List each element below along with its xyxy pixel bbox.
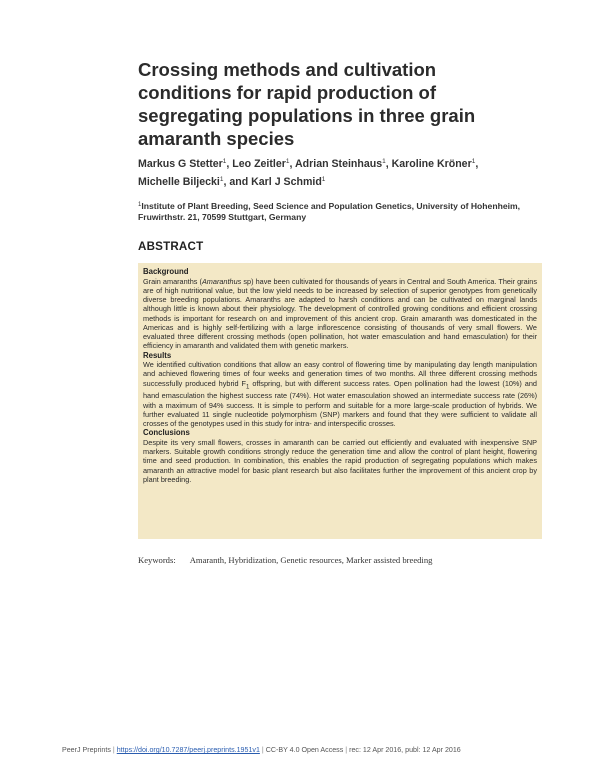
author: Michelle Biljecki bbox=[138, 176, 220, 188]
author-affiliation-mark: 1 bbox=[471, 158, 476, 165]
author-affiliation-mark: 1 bbox=[382, 158, 386, 165]
author-affiliation-mark: 1 bbox=[321, 176, 326, 183]
author: Adrian Steinhaus bbox=[295, 158, 383, 170]
author: Markus G Stetter bbox=[138, 158, 223, 170]
doi-link[interactable]: https://doi.org/10.7287/peerj.preprints.1951v1 bbox=[116, 746, 260, 754]
f1-subscript: 1 bbox=[245, 383, 250, 391]
abstract-heading: ABSTRACT bbox=[138, 240, 204, 253]
affiliation bbox=[138, 200, 538, 223]
author-affiliation-mark: 1 bbox=[222, 158, 227, 165]
page-footer: PeerJ Preprints | https://doi.org/10.7287/peerj.preprints.1951v1 | CC-BY 4.0 Open Access | rec: 12 Apr 2016, publ: 12 Apr 2016 bbox=[62, 746, 461, 754]
keywords-label: Keywords: bbox=[138, 555, 176, 565]
author-affiliation-mark: 1 bbox=[219, 176, 224, 183]
author-affiliation-mark: 1 bbox=[285, 158, 290, 165]
results-paragraph: We identified cultivation conditions that allow an easy control of flowering time by manipulating day length manipulation and achieved flowering times of four weeks and generation times of two months. All three different crossing methods successfully produced hybrid $F_1$ offspring, but with different success rates. Open pollination had the lowest (10%) and hand emasculation the highest success rate (74%). Hot water emasculation showed an intermediate success rate (26%) with a maximum of 94% success. It is simple to perform and suitable for a more large-scale production of hybrids. We further evaluated 11 single nucleotide polymorphism (SNP) markers and found that they were sufficient to validate all crosses of the genotypes used in this study for intra- and interspecific crosses. bbox=[143, 360, 537, 429]
abstract-box bbox=[138, 263, 542, 539]
background-paragraph: Grain amaranths (Amaranthus sp) have been cultivated for thousands of years in Central and South America. Their grains are of high nutritional value, but the low yield needs to be increased by selection of superior genotypes from genetically diverse breeding populations. Amaranths are adapted to harsh conditions and can be cultivated on marginal lands although little is known about their physiology. The development of controlled growing conditions and efficient crossing methods is important for research on and improvement of this ancient crop. Grain amaranth was domesticated in the Americas and is highly self-fertilizing with a large inflorescence consisting of thousands of very small flowers. We evaluated three different crossing methods (open pollination, hot water emasculation and hand emasculation) for their efficiency in amaranth and validated them with genetic markers. bbox=[143, 276, 537, 351]
genus-name: Amaranthus bbox=[201, 276, 242, 286]
footer-publisher: PeerJ Preprints bbox=[62, 746, 111, 754]
author: Karoline Kröner bbox=[391, 158, 472, 170]
conclusions-paragraph: Despite its very small flowers, crosses in amaranth can be carried out efficiently and evaluated with inexpensive SNP markers. Suitable growth conditions strongly reduce the generation time and allow the control of plant height, flowering time and seed production. In combination, this enables the rapid production of segregating populations which makes amaranth an attractive model for basic plant research but also facilitates further the improvement of this ancient crop by plant breeding. bbox=[143, 437, 537, 484]
author: Karl J Schmid bbox=[251, 176, 322, 188]
paper-title: Crossing methods and cultivation conditions for rapid production of segregating populations in three grain amaranth species bbox=[138, 59, 476, 149]
conclusions-heading: Conclusions bbox=[143, 428, 190, 438]
background-heading: Background bbox=[143, 267, 189, 276]
keywords-text: Amaranth, Hybridization, Genetic resources, Marker assisted breeding bbox=[189, 555, 433, 565]
footer-dates: rec: 12 Apr 2016, publ: 12 Apr 2016 bbox=[349, 746, 461, 754]
author-list: Markus G Stetter$^1$, Leo Zeitler$^1$, Adrian Steinhaus$^1$, Karoline Kröner$^1$, Michelle Biljecki$^1$, and Karl J Schmid$^1$ bbox=[138, 158, 479, 188]
author: Leo Zeitler bbox=[232, 158, 286, 170]
keywords bbox=[138, 555, 542, 565]
affiliation-mark: 1 bbox=[138, 202, 142, 208]
footer-license: CC-BY 4.0 Open Access bbox=[265, 746, 344, 754]
results-heading: Results bbox=[143, 350, 172, 360]
affiliation-text: Institute of Plant Breeding, Seed Science and Population Genetics, University of Hohenheim, Fruwirthstr. 21, 70599 Stuttgart, Germany bbox=[138, 201, 521, 222]
